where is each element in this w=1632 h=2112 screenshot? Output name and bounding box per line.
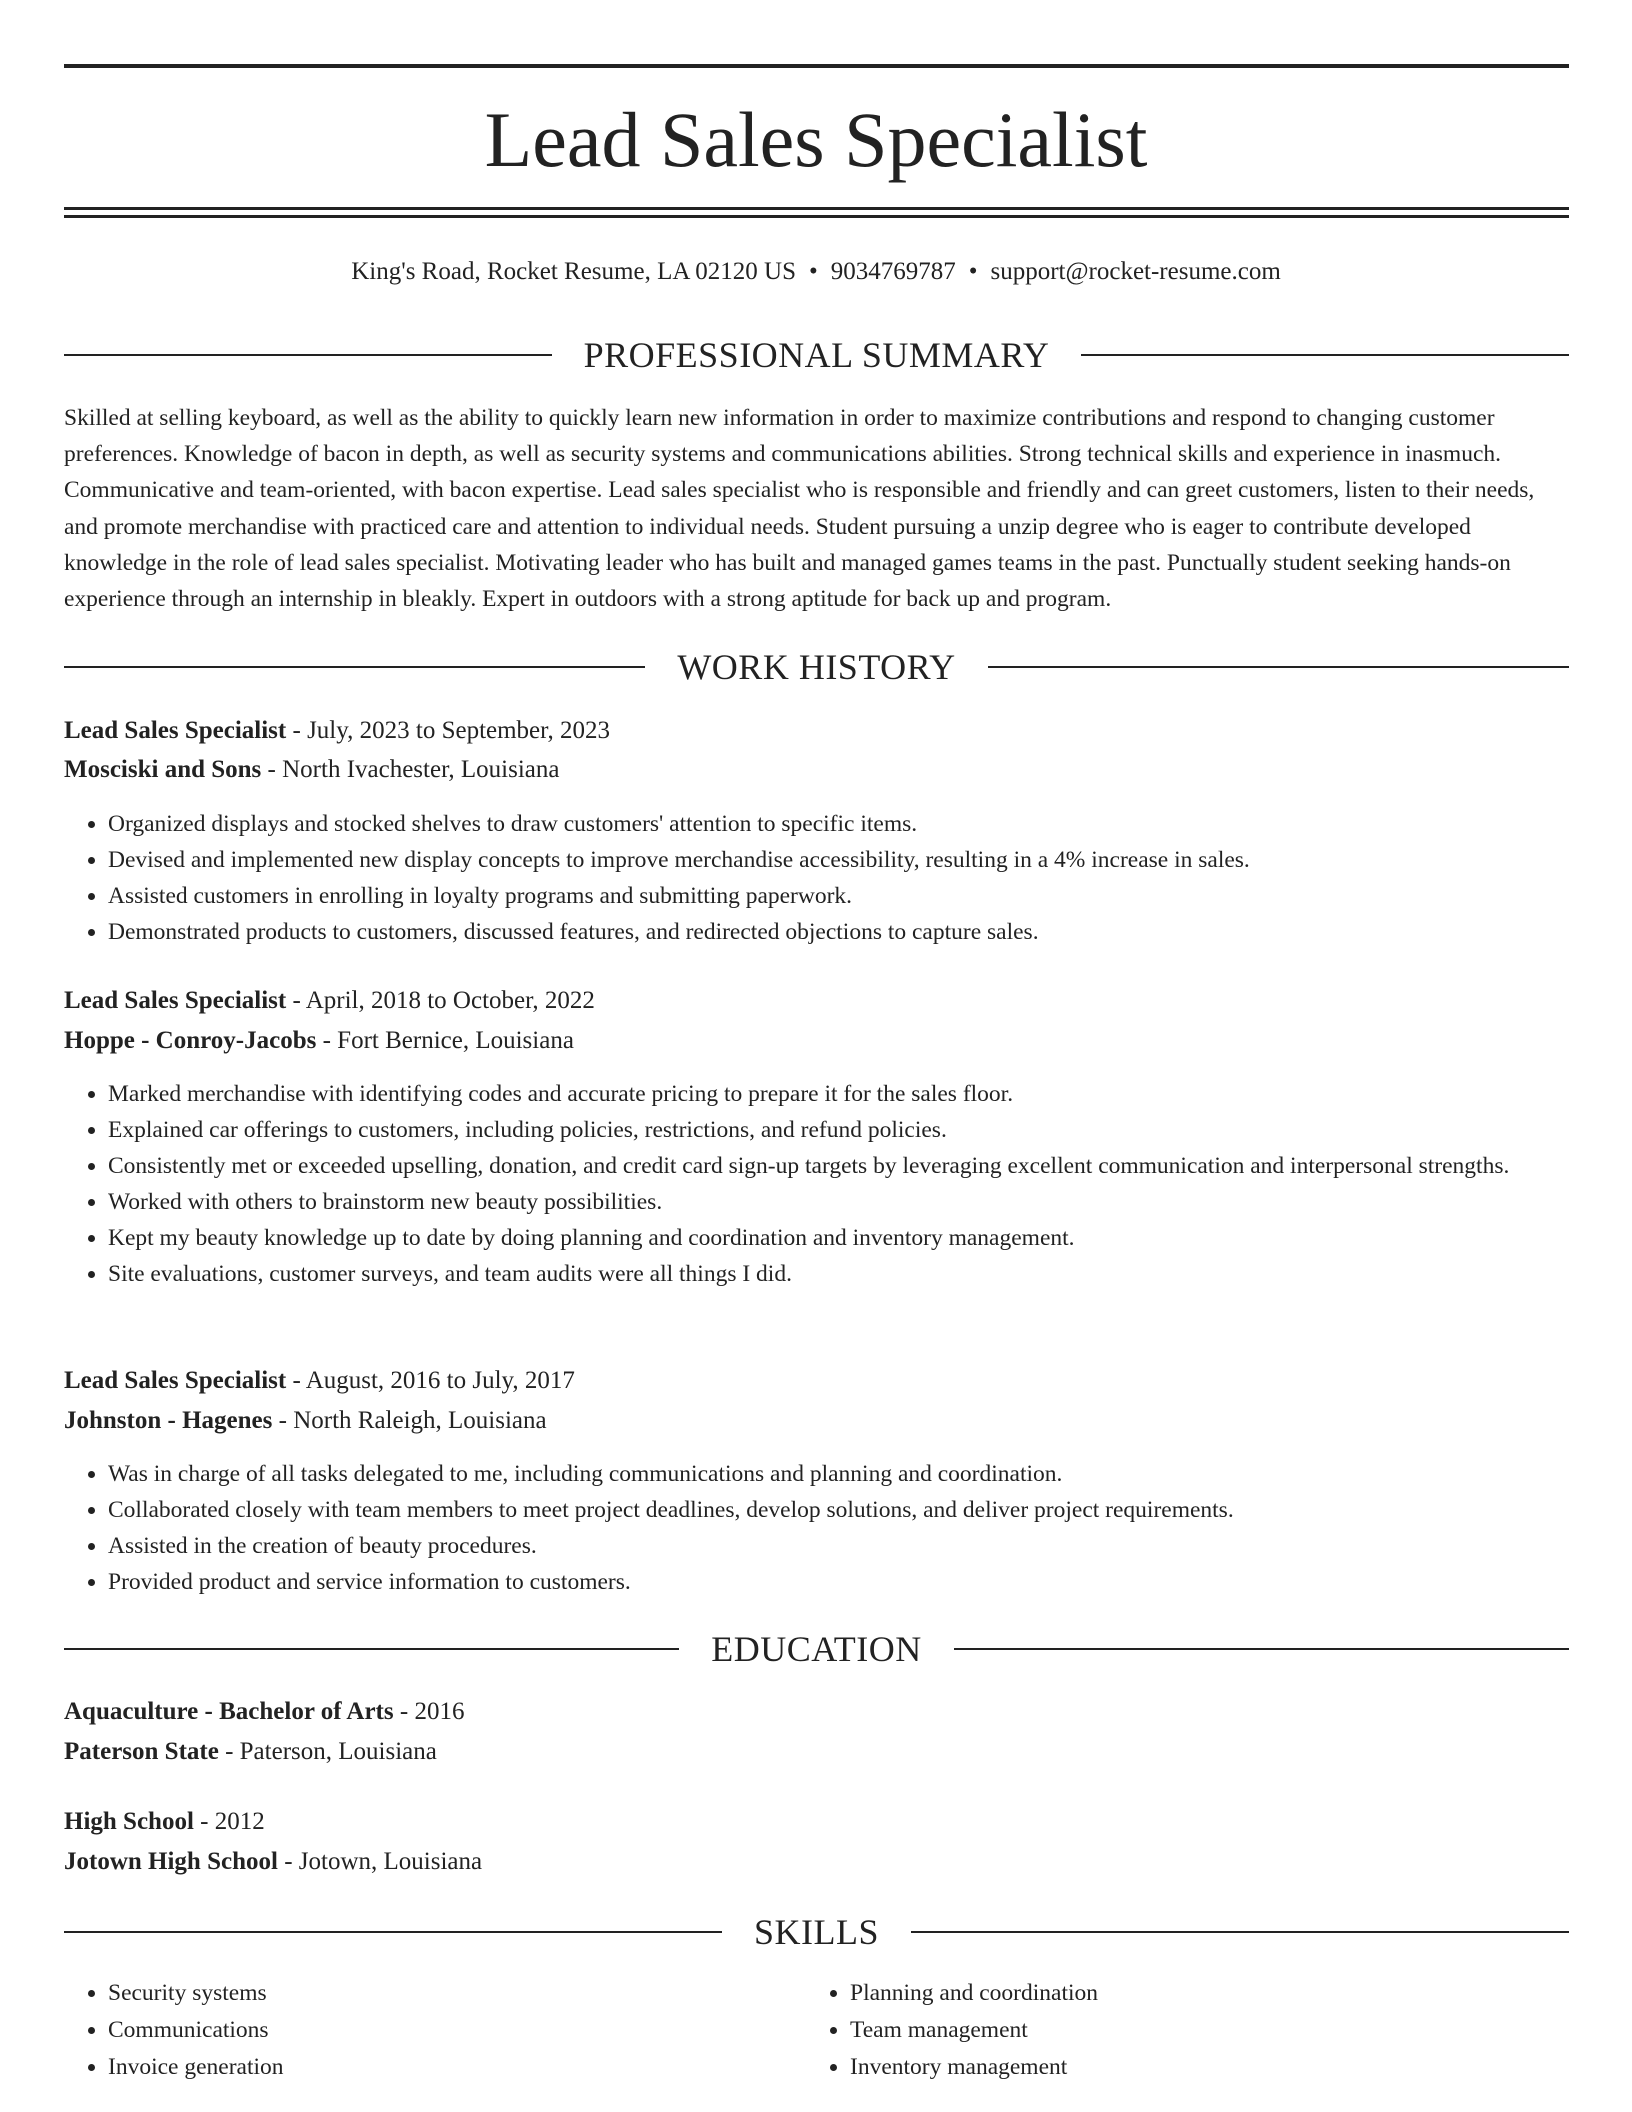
header-top-rule xyxy=(64,64,1569,68)
list-item: • Worked with others to brainstorm new beauty possibilities. xyxy=(108,1184,1578,1220)
section-heading-education xyxy=(64,1627,1569,1671)
section-rule-right xyxy=(911,1931,1569,1933)
job-duties-list xyxy=(64,806,1613,950)
job-dates: - April, 2018 to October, 2022 xyxy=(286,987,595,1014)
list-item: • Assisted customers in enrolling in loyalty programs and submitting paperwork. xyxy=(108,878,1613,914)
job-duties-list xyxy=(64,1076,1578,1292)
skill-item: • Planning and coordination xyxy=(850,1975,1530,2012)
education-year: - 2016 xyxy=(393,1698,465,1725)
job-title: Lead Sales Specialist xyxy=(64,987,287,1014)
contact-separator: • xyxy=(968,258,978,285)
section-heading-skills xyxy=(64,1910,1569,1954)
education-degree: Aquaculture - Bachelor of Arts xyxy=(64,1698,394,1725)
list-item: • Organized displays and stocked shelves to draw customers' attention to specific items. xyxy=(108,806,1613,842)
section-rule-right xyxy=(988,666,1569,668)
education-location: - Jotown, Louisiana xyxy=(277,1848,483,1875)
summary-paragraph: Skilled at selling keyboard, as well as the ability to quickly learn new information in order to maximize contributions and respond to changing customer preferences. Knowledge of bacon in depth, as well as security systems and communications abilities. Strong technical skills and experience in inasmuch. Communicative and team-oriented, with bacon expertise. Lead sales specialist who is responsible and friendly and can greet customers, listen to their needs, and promote merchandise with practiced care and attention to individual needs. Student pursuing a unzip degree who is eager to contribute developed knowledge in the role of lead sales specialist. Motivating leader who has built and managed games teams in the past. Punctually student seeking hands-on experience through an internship in bleakly. Expert in outdoors with a strong aptitude for back up and program. xyxy=(64,405,1535,613)
skill-item: • Inventory management xyxy=(850,2049,1530,2086)
job-company: Hoppe - Conroy-Jacobs xyxy=(64,1027,317,1054)
section-title: EDUCATION xyxy=(711,1629,922,1669)
header-double-rule-upper xyxy=(64,207,1569,210)
section-rule-right xyxy=(1081,354,1569,356)
section-title: PROFESSIONAL SUMMARY xyxy=(583,335,1050,375)
contact-address: King's Road, Rocket Resume, LA 02120 US xyxy=(351,258,796,285)
section-heading-work-history xyxy=(64,645,1569,689)
education-school-line xyxy=(64,1735,437,1769)
job-company-line xyxy=(64,753,560,787)
list-item: • Kept my beauty knowledge up to date by doing planning and coordination and inventory management. xyxy=(108,1220,1578,1256)
list-item: • Demonstrated products to customers, discussed features, and redirected objections to capture sales. xyxy=(108,914,1613,950)
skill-item: • Invoice generation xyxy=(108,2049,788,2086)
list-item: • Site evaluations, customer surveys, and team audits were all things I did. xyxy=(108,1256,1578,1292)
job-duties-list xyxy=(64,1456,1613,1600)
job-location: - Fort Bernice, Louisiana xyxy=(316,1027,574,1054)
job-company: Johnston - Hagenes xyxy=(64,1407,273,1434)
list-item: • Assisted in the creation of beauty procedures. xyxy=(108,1528,1613,1564)
section-heading-summary xyxy=(64,333,1569,377)
list-item: • Was in charge of all tasks delegated to me, including communications and planning and coordination. xyxy=(108,1456,1613,1492)
section-rule-left xyxy=(64,354,552,356)
job-title: Lead Sales Specialist xyxy=(64,1367,287,1394)
education-year: - 2012 xyxy=(193,1808,265,1835)
job-title-line xyxy=(64,1364,575,1398)
header-double-rule-lower xyxy=(64,215,1569,218)
job-dates: - July, 2023 to September, 2023 xyxy=(286,717,610,744)
education-degree: High School xyxy=(64,1808,194,1835)
job-company-line xyxy=(64,1404,547,1438)
list-item: • Marked merchandise with identifying codes and accurate pricing to prepare it for the sales floor. xyxy=(108,1076,1578,1112)
section-rule-right xyxy=(954,1648,1569,1650)
education-school: Paterson State xyxy=(64,1738,219,1765)
list-item: • Explained car offerings to customers, including policies, restrictions, and refund policies. xyxy=(108,1112,1578,1148)
list-item: • Devised and implemented new display concepts to improve merchandise accessibility, resulting in a 4% increase in sales. xyxy=(108,842,1613,878)
section-rule-left xyxy=(64,1931,722,1933)
section-title: SKILLS xyxy=(754,1912,880,1952)
contact-email: support@rocket-resume.com xyxy=(990,258,1281,285)
skill-item: • Communications xyxy=(108,2012,788,2049)
list-item: • Collaborated closely with team members to meet project deadlines, develop solutions, and deliver project requirements. xyxy=(108,1492,1613,1528)
education-degree-line xyxy=(64,1695,464,1729)
job-company: Mosciski and Sons xyxy=(64,756,262,783)
contact-line xyxy=(0,255,1632,289)
job-title: Lead Sales Specialist xyxy=(64,717,287,744)
skills-list-right xyxy=(806,1975,1530,2086)
job-location: - North Ivachester, Louisiana xyxy=(261,756,560,783)
education-school: Jotown High School xyxy=(64,1848,278,1875)
skills-list-left xyxy=(64,1975,788,2086)
job-location: - North Raleigh, Louisiana xyxy=(272,1407,547,1434)
contact-phone: 9034769787 xyxy=(830,258,956,285)
section-rule-left xyxy=(64,666,645,668)
skill-item: • Security systems xyxy=(108,1975,788,2012)
list-item: • Provided product and service information to customers. xyxy=(108,1564,1613,1600)
education-location: - Paterson, Louisiana xyxy=(218,1738,437,1765)
job-dates: - August, 2016 to July, 2017 xyxy=(286,1367,575,1394)
job-title-line xyxy=(64,714,610,748)
education-school-line xyxy=(64,1845,482,1879)
education-degree-line xyxy=(64,1805,265,1839)
job-title-line xyxy=(64,984,595,1018)
section-rule-left xyxy=(64,1648,679,1650)
candidate-name: Lead Sales Specialist xyxy=(484,96,1148,183)
list-item: • Consistently met or exceeded upselling, donation, and credit card sign-up targets by leveraging excellent communication and interpersonal strengths. xyxy=(108,1148,1578,1184)
job-company-line xyxy=(64,1024,574,1058)
skill-item: • Team management xyxy=(850,2012,1530,2049)
contact-separator: • xyxy=(808,258,818,285)
section-title: WORK HISTORY xyxy=(677,647,956,687)
